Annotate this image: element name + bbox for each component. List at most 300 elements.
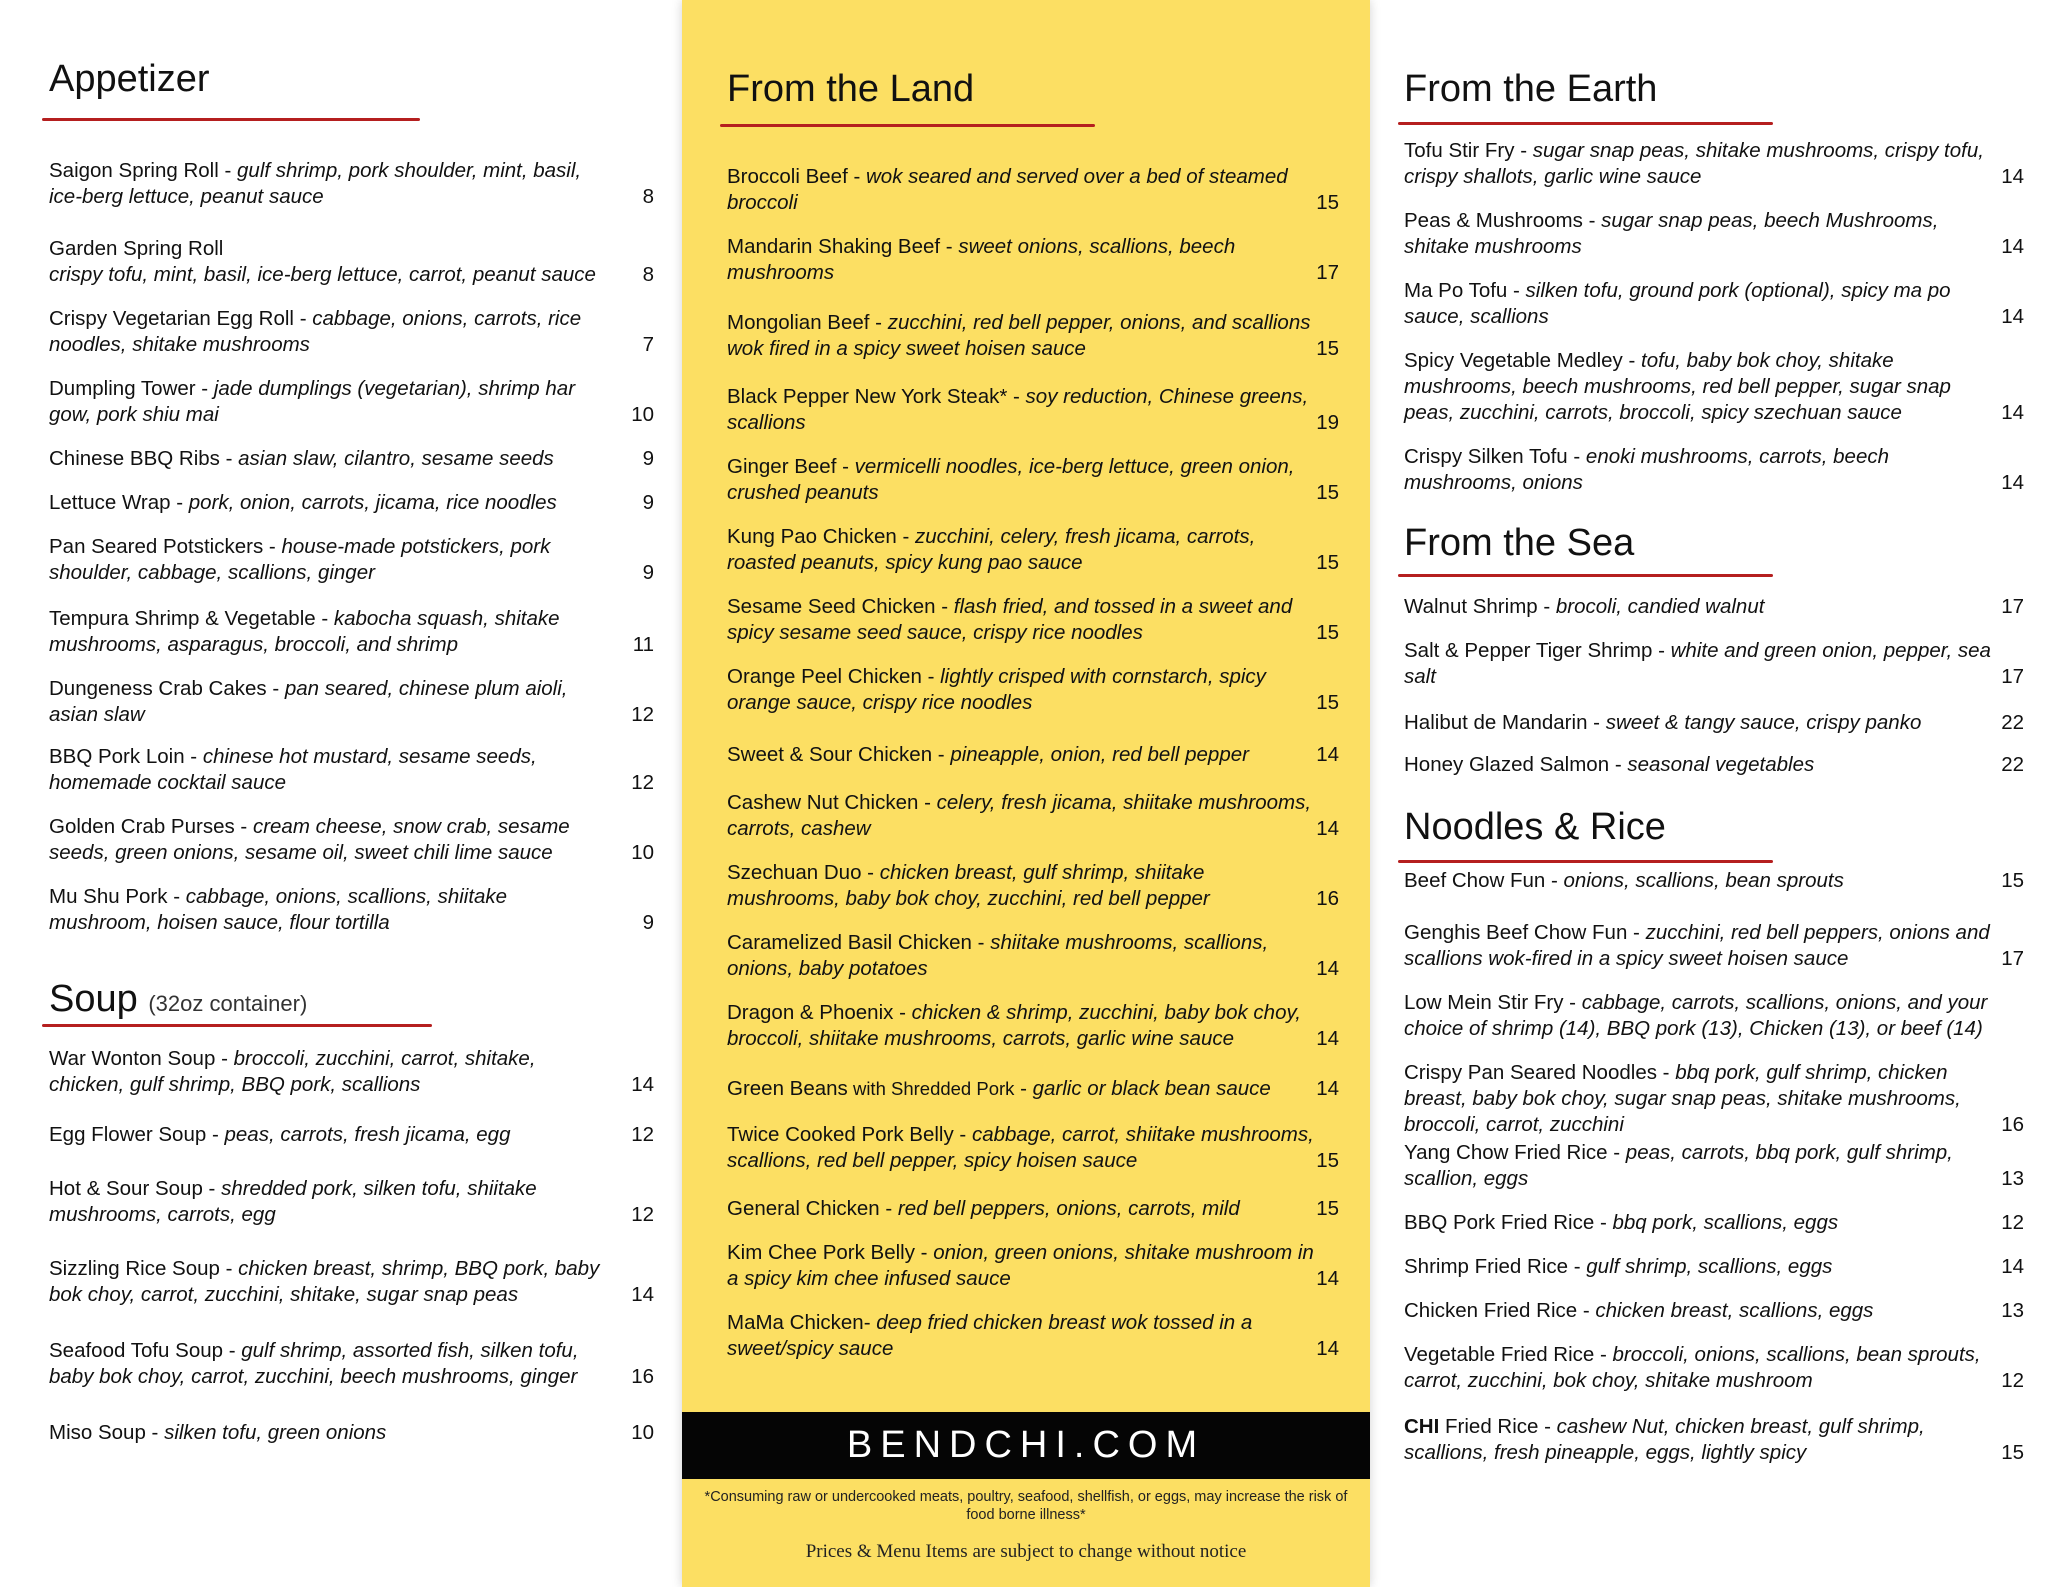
- menu-item-separator: -: [266, 677, 285, 700]
- menu-item-name: Low Mein Stir Fry: [1404, 991, 1564, 1014]
- menu-item-text: [727, 594, 1319, 646]
- menu-item-separator: -: [1609, 753, 1628, 776]
- soup-menu-item: [49, 1256, 654, 1308]
- menu-item-description: enoki mushrooms, carrots, beech mushrooms, onions: [1404, 445, 1889, 494]
- menu-item-price: 15: [1316, 337, 1339, 360]
- sea-menu-item: [1404, 638, 2024, 690]
- soup-subtitle: (32oz container): [148, 991, 308, 1016]
- soup-title: Soup: [49, 978, 138, 1020]
- land-menu-item: [727, 790, 1339, 842]
- menu-item-separator: -: [1656, 1061, 1676, 1084]
- menu-item-separator: -: [869, 311, 888, 334]
- menu-item-price: 19: [1316, 411, 1339, 434]
- menu-item-description: shredded pork, silken tofu, shiitake mushrooms, carrots, egg: [49, 1177, 537, 1226]
- menu-item-separator: -: [215, 1047, 234, 1070]
- middle-column: [682, 0, 1370, 1587]
- menu-item-text: [49, 1338, 614, 1390]
- menu-item-name: Chicken Fried Rice: [1404, 1299, 1578, 1322]
- earth-menu-item: [1404, 444, 2024, 496]
- menu-item-text: [49, 446, 614, 472]
- menu-item-price: 14: [2001, 235, 2024, 258]
- menu-item-name: Dumpling Tower: [49, 377, 196, 400]
- menu-item-separator: -: [940, 235, 959, 258]
- menu-item-text: [49, 534, 614, 586]
- land-menu-item: [727, 310, 1339, 362]
- menu-item-text: [1404, 278, 1994, 330]
- menu-item-price: 11: [632, 633, 654, 656]
- menu-item-text: [727, 860, 1319, 912]
- menu-item-description: cream cheese, snow crab, sesame seeds, green onions, sesame oil, sweet chili lime sauce: [49, 815, 570, 864]
- menu-item-name: Tempura Shrimp & Vegetable: [49, 607, 316, 630]
- menu-item-description: asian slaw, cilantro, sesame seeds: [238, 447, 554, 470]
- menu-item-price: 14: [1316, 743, 1339, 766]
- menu-item-price: 15: [1316, 691, 1339, 714]
- menu-item-description: pork, onion, carrots, jicama, rice noodles: [188, 491, 557, 514]
- menu-item-price: 15: [1316, 1149, 1339, 1172]
- earth-menu-item: [1404, 278, 2024, 330]
- noodles-menu-item: [1404, 920, 2024, 972]
- menu-item-price: 12: [2001, 1211, 2024, 1234]
- noodles-menu-item: [1404, 1140, 2024, 1192]
- menu-item-separator: -: [234, 815, 253, 838]
- menu-item-description: chicken breast, gulf shrimp, shiitake mushrooms, baby bok choy, zucchini, red bell pepper: [727, 861, 1210, 910]
- menu-item-description: gulf shrimp, assorted fish, silken tofu, baby bok choy, carrot, zucchini, beech mushrooms, ginger: [49, 1339, 579, 1388]
- appetizer-menu-item: [49, 884, 654, 936]
- menu-item-name: Saigon Spring Roll: [49, 159, 219, 182]
- menu-item-description: cabbage, carrot, shiitake mushrooms, scallions, red bell pepper, spicy hoisen sauce: [727, 1123, 1314, 1172]
- menu-item-price: 22: [2001, 711, 2024, 734]
- menu-item-name: Twice Cooked Pork Belly: [727, 1123, 954, 1146]
- soup-menu-item: [49, 1122, 654, 1148]
- soup-menu-item: [49, 1046, 654, 1098]
- menu-item-separator: -: [219, 1257, 239, 1280]
- menu-item-separator: -: [971, 931, 991, 954]
- appetizer-heading: Appetizer: [49, 58, 210, 100]
- menu-item-text: [1404, 1210, 1994, 1236]
- menu-item-separator: -: [1568, 1255, 1587, 1278]
- menu-item-price: 17: [2001, 947, 2024, 970]
- menu-item-name: Black Pepper New York Steak*: [727, 385, 1008, 408]
- menu-item-description: white and green onion, pepper, sea salt: [1404, 639, 1991, 688]
- menu-item-price: 15: [2001, 869, 2024, 892]
- menu-item-name: Honey Glazed Salmon: [1404, 753, 1610, 776]
- menu-item-text: [49, 306, 614, 358]
- menu-item-text: [727, 234, 1319, 286]
- menu-item-text: [49, 606, 614, 658]
- menu-item-description: tofu, baby bok choy, shitake mushrooms, beech mushrooms, red bell pepper, sugar snap peas, zucchini, carrots, broccoli, spicy szechuan sauce: [1404, 349, 1951, 424]
- land-menu-item: [727, 524, 1339, 576]
- menu-item-price: 13: [2001, 1299, 2024, 1322]
- menu-item-description: pan seared, chinese plum aioli, asian slaw: [49, 677, 568, 726]
- menu-item-name: Halibut de Mandarin: [1404, 711, 1588, 734]
- menu-item-text: [727, 310, 1319, 362]
- menu-item-separator: -: [861, 861, 880, 884]
- food-safety-disclaimer: *Consuming raw or undercooked meats, poultry, seafood, shellfish, or eggs, may increase the risk of food borne illness*: [704, 1489, 1348, 1523]
- menu-item-separator: -: [294, 307, 313, 330]
- menu-item-description: broccoli, zucchini, carrot, shitake, chicken, gulf shrimp, BBQ pork, scallions: [49, 1047, 536, 1096]
- menu-item-text: [1404, 1414, 1994, 1466]
- menu-item-description: gulf shrimp, scallions, eggs: [1586, 1255, 1833, 1278]
- menu-item-name-extra: with Shredded Pork: [847, 1078, 1015, 1099]
- menu-item-text: [727, 524, 1319, 576]
- menu-item-description: silken tofu, green onions: [164, 1421, 387, 1444]
- menu-item-separator: -: [836, 455, 855, 478]
- menu-item-name: Kung Pao Chicken: [727, 525, 897, 548]
- menu-item-name: Egg Flower Soup: [49, 1123, 207, 1146]
- menu-item-name: Szechuan Duo: [727, 861, 862, 884]
- menu-item-price: 15: [1316, 551, 1339, 574]
- menu-item-price: 16: [2001, 1113, 2024, 1136]
- menu-item-name: Sizzling Rice Soup: [49, 1257, 220, 1280]
- appetizer-menu-item: [49, 676, 654, 728]
- menu-item-price: 14: [2001, 471, 2024, 494]
- menu-item-separator: -: [1537, 595, 1556, 618]
- menu-item-name: Spicy Vegetable Medley: [1404, 349, 1623, 372]
- menu-item-price: 14: [1316, 957, 1339, 980]
- noodles-menu-item: [1404, 1060, 2024, 1138]
- menu-item-text: [727, 164, 1319, 216]
- menu-item-name: Chinese BBQ Ribs: [49, 447, 220, 470]
- land-menu-item: [727, 930, 1339, 982]
- sea-menu-item: [1404, 710, 2024, 736]
- menu-item-name: Hot & Sour Soup: [49, 1177, 203, 1200]
- menu-item-separator: -: [1507, 279, 1526, 302]
- menu-item-name: MaMa Chicken: [727, 1311, 864, 1334]
- menu-item-text: [49, 236, 614, 288]
- menu-item-text: [1404, 208, 1994, 260]
- menu-item-description: soy reduction, Chinese greens, scallions: [727, 385, 1309, 434]
- menu-item-text: [727, 1240, 1319, 1292]
- menu-item-text: [727, 790, 1319, 842]
- noodles-heading: Noodles & Rice: [1404, 806, 1666, 848]
- appetizer-rule: [42, 118, 420, 121]
- menu-item-separator: -: [145, 1421, 165, 1444]
- menu-item-text: [727, 742, 1319, 768]
- menu-item-text: [49, 1176, 614, 1228]
- land-rule: [720, 124, 1095, 127]
- land-menu-item: [727, 1310, 1339, 1362]
- menu-item-name: Yang Chow Fried Rice: [1404, 1141, 1608, 1164]
- menu-item-separator: -: [918, 791, 937, 814]
- menu-item-text: [727, 1000, 1319, 1052]
- menu-item-text: [1404, 1060, 1994, 1138]
- land-menu-item: [727, 1076, 1339, 1102]
- noodles-rule: [1398, 860, 1773, 863]
- menu-item-text: [49, 676, 614, 728]
- menu-item-description: flash fried, and tossed in a sweet and spicy sesame seed sauce, crispy rice noodles: [727, 595, 1293, 644]
- menu-item-description: pineapple, onion, red bell pepper: [950, 743, 1249, 766]
- menu-item-price: 9: [642, 911, 654, 934]
- menu-item-text: [1404, 138, 1994, 190]
- appetizer-menu-item: [49, 158, 654, 210]
- menu-item-name: Green Beans: [727, 1077, 848, 1100]
- menu-item-text: [1404, 594, 1994, 620]
- menu-item-description: lightly crisped with cornstarch, spicy orange sauce, crispy rice noodles: [727, 665, 1266, 714]
- soup-menu-item: [49, 1338, 654, 1390]
- menu-item-text: [49, 744, 614, 796]
- menu-item-name: Crispy Pan Seared Noodles: [1404, 1061, 1657, 1084]
- menu-item-price: 14: [1316, 1027, 1339, 1050]
- menu-item-name: Mandarin Shaking Beef: [727, 235, 941, 258]
- menu-item-name: Fried Rice: [1439, 1415, 1539, 1438]
- land-menu-item: [727, 860, 1339, 912]
- noodles-menu-item: [1404, 990, 2024, 1042]
- menu-item-price: 8: [642, 263, 654, 286]
- menu-item-separator: -: [1627, 921, 1646, 944]
- menu-item-description: crispy tofu, mint, basil, ice-berg lettuce, carrot, peanut sauce: [49, 263, 596, 286]
- menu-item-separator: -: [1577, 1299, 1596, 1322]
- menu-item-name: Pan Seared Potstickers: [49, 535, 264, 558]
- menu-item-name: Peas & Mushrooms: [1404, 209, 1583, 232]
- menu-item-text: [1404, 1298, 1994, 1324]
- menu-item-name: Kim Chee Pork Belly: [727, 1241, 915, 1264]
- menu-item-name: Ma Po Tofu: [1404, 279, 1508, 302]
- menu-item-description: silken tofu, ground pork (optional), spicy ma po sauce, scallions: [1404, 279, 1951, 328]
- menu-item-price: 14: [2001, 1255, 2024, 1278]
- appetizer-menu-item: [49, 814, 654, 866]
- noodles-menu-item: [1404, 1254, 2024, 1280]
- earth-heading: From the Earth: [1404, 68, 1658, 110]
- menu-item-description: chicken breast, shrimp, BBQ pork, baby bok choy, carrot, zucchini, shitake, sugar snap peas: [49, 1257, 600, 1306]
- menu-item-separator: -: [170, 491, 189, 514]
- menu-item-separator: -: [847, 165, 866, 188]
- menu-item-price: 16: [1316, 887, 1339, 910]
- land-menu-item: [727, 594, 1339, 646]
- menu-item-price: 14: [2001, 305, 2024, 328]
- menu-item-name: General Chicken: [727, 1197, 880, 1220]
- menu-item-separator: -: [1514, 139, 1533, 162]
- appetizer-menu-item: [49, 744, 654, 796]
- menu-item-text: [727, 1076, 1319, 1102]
- menu-item-separator: -: [167, 885, 186, 908]
- menu-item-separator: -: [1594, 1211, 1613, 1234]
- menu-item-name: Dungeness Crab Cakes: [49, 677, 267, 700]
- menu-item-description: vermicelli noodles, ice-berg lettuce, green onion, crushed peanuts: [727, 455, 1295, 504]
- menu-item-text: [49, 1420, 614, 1446]
- menu-item-price: 12: [631, 1203, 654, 1226]
- menu-item-separator: -: [932, 743, 951, 766]
- noodles-menu-item: [1404, 1210, 2024, 1236]
- noodles-menu-item: [1404, 1414, 2024, 1466]
- menu-item-name: Genghis Beef Chow Fun: [1404, 921, 1628, 944]
- land-menu-item: [727, 1240, 1339, 1292]
- website-banner[interactable]: BENDCHI.COM: [682, 1412, 1370, 1479]
- menu-item-text: [1404, 710, 1994, 736]
- land-menu-item: [727, 1122, 1339, 1174]
- menu-item-separator: -: [1563, 991, 1582, 1014]
- menu-item-name: Sesame Seed Chicken: [727, 595, 936, 618]
- menu-item-price: 15: [1316, 621, 1339, 644]
- menu-item-name: Golden Crab Purses: [49, 815, 235, 838]
- menu-item-description: gulf shrimp, pork shoulder, mint, basil, ice-berg lettuce, peanut sauce: [49, 159, 582, 208]
- menu-item-price: 14: [631, 1073, 654, 1096]
- menu-item-separator: -: [195, 377, 214, 400]
- appetizer-menu-item: [49, 376, 654, 428]
- menu-item-separator: -: [1622, 349, 1642, 372]
- menu-item-name: Garden Spring Roll: [49, 237, 224, 260]
- menu-item-description: peas, carrots, bbq pork, gulf shrimp, scallion, eggs: [1404, 1141, 1953, 1190]
- menu-item-price: 9: [642, 561, 654, 584]
- menu-item-name: Lettuce Wrap: [49, 491, 171, 514]
- menu-item-price: 8: [642, 185, 654, 208]
- menu-item-separator: -: [1607, 1141, 1626, 1164]
- menu-item-separator: -: [893, 1001, 912, 1024]
- noodles-menu-item: [1404, 868, 2024, 894]
- menu-item-price: 10: [631, 1421, 654, 1444]
- menu-item-text: [1404, 920, 1994, 972]
- menu-item-name: Crispy Silken Tofu: [1404, 445, 1568, 468]
- menu-item-text: [1404, 348, 1994, 426]
- menu-item-description: shiitake mushrooms, scallions, onions, baby potatoes: [727, 931, 1269, 980]
- menu-item-price: 22: [2001, 753, 2024, 776]
- appetizer-menu-item: [49, 446, 654, 472]
- menu-item-separator: -: [315, 607, 334, 630]
- menu-item-name: Orange Peel Chicken: [727, 665, 922, 688]
- soup-heading: [49, 978, 307, 1021]
- menu-item-description: bbq pork, gulf shrimp, chicken breast, baby bok choy, sugar snap peas, shitake mushrooms, broccoli, carrot, zucchini: [1404, 1061, 1961, 1136]
- menu-item-name: Sweet & Sour Chicken: [727, 743, 933, 766]
- earth-menu-item: [1404, 138, 2024, 190]
- menu-item-price: 17: [2001, 595, 2024, 618]
- menu-item-price: 16: [631, 1365, 654, 1388]
- left-column: [0, 0, 682, 1587]
- menu-item-name: Walnut Shrimp: [1404, 595, 1538, 618]
- menu-item-price: 14: [1316, 1267, 1339, 1290]
- menu-item-description: cabbage, onions, carrots, rice noodles, shitake mushrooms: [49, 307, 582, 356]
- menu-item-text: [49, 1256, 614, 1308]
- menu-item-separator: -: [1587, 711, 1606, 734]
- menu-item-text: [727, 1310, 1319, 1362]
- land-heading: From the Land: [727, 68, 975, 110]
- menu-item-separator: -: [914, 1241, 934, 1264]
- menu-item-text: [727, 1122, 1319, 1174]
- menu-item-description: deep fried chicken breast wok tossed in a sweet/spicy sauce: [727, 1311, 1253, 1360]
- menu-item-text: [49, 884, 614, 936]
- menu-item-description: bbq pork, scallions, eggs: [1612, 1211, 1839, 1234]
- land-menu-item: [727, 1000, 1339, 1052]
- menu-item-description: house-made potstickers, pork shoulder, cabbage, scallions, ginger: [49, 535, 551, 584]
- menu-item-price: 14: [631, 1283, 654, 1306]
- land-menu-item: [727, 384, 1339, 436]
- menu-item-text: [727, 384, 1319, 436]
- menu-item-name: Crispy Vegetarian Egg Roll: [49, 307, 294, 330]
- menu-item-description: onions, scallions, bean sprouts: [1563, 869, 1844, 892]
- land-menu-item: [727, 1196, 1339, 1222]
- menu-item-name: Ginger Beef: [727, 455, 837, 478]
- menu-item-description: zucchini, red bell pepper, onions, and scallions wok fired in a spicy sweet hoisen sauce: [727, 311, 1311, 360]
- menu-item-description: celery, fresh jicama, shiitake mushrooms, carrots, cashew: [727, 791, 1312, 840]
- menu-item-description: garlic or black bean sauce: [1032, 1077, 1271, 1100]
- menu-item-name: BBQ Pork Fried Rice: [1404, 1211, 1595, 1234]
- menu-item-separator: -: [921, 665, 941, 688]
- appetizer-menu-item: [49, 490, 654, 516]
- menu-item-text: [1404, 1140, 1994, 1192]
- menu-item-description: chicken breast, scallions, eggs: [1595, 1299, 1874, 1322]
- land-menu-item: [727, 234, 1339, 286]
- menu-item-text: [727, 664, 1319, 716]
- menu-item-name-bold: CHI: [1404, 1415, 1440, 1438]
- land-menu-item: [727, 742, 1339, 768]
- menu-item-separator: -: [219, 447, 239, 470]
- menu-item-name: Salt & Pepper Tiger Shrimp: [1404, 639, 1653, 662]
- land-menu-item: [727, 164, 1339, 216]
- menu-item-name: War Wonton Soup: [49, 1047, 216, 1070]
- menu-item-name: Tofu Stir Fry: [1404, 139, 1515, 162]
- menu-item-price: 15: [1316, 1197, 1339, 1220]
- menu-item-price: 14: [2001, 165, 2024, 188]
- menu-item-name: Beef Chow Fun: [1404, 869, 1546, 892]
- sea-heading: From the Sea: [1404, 522, 1635, 564]
- menu-item-name: Shrimp Fried Rice: [1404, 1255, 1569, 1278]
- menu-item-name: Seafood Tofu Soup: [49, 1339, 224, 1362]
- appetizer-menu-item: [49, 606, 654, 658]
- noodles-menu-item: [1404, 1342, 2024, 1394]
- menu-item-separator: -: [879, 1197, 898, 1220]
- menu-item-separator: -: [1582, 209, 1602, 232]
- menu-item-name: Mu Shu Pork: [49, 885, 168, 908]
- menu-item-price: 14: [1316, 1077, 1339, 1100]
- menu-item-price: 12: [2001, 1369, 2024, 1392]
- earth-menu-item: [1404, 348, 2024, 426]
- menu-item-text: [1404, 1342, 1994, 1394]
- menu-item-separator: -: [1652, 639, 1671, 662]
- menu-item-text: [49, 376, 614, 428]
- menu-item-text: [727, 454, 1319, 506]
- noodles-menu-item: [1404, 1298, 2024, 1324]
- menu-item-separator: -: [184, 745, 203, 768]
- menu-item-description: kabocha squash, shitake mushrooms, asparagus, broccoli, and shrimp: [49, 607, 560, 656]
- soup-rule: [42, 1024, 432, 1027]
- menu-item-price: 17: [1316, 261, 1339, 284]
- menu-item-text: [49, 1122, 614, 1148]
- menu-item-name: Miso Soup: [49, 1421, 146, 1444]
- menu-item-description: sugar snap peas, shitake mushrooms, crispy tofu, crispy shallots, garlic wine sauce: [1404, 139, 1984, 188]
- menu-item-description: seasonal vegetables: [1627, 753, 1815, 776]
- menu-item-separator: -: [1014, 1077, 1033, 1100]
- menu-item-description: cashew Nut, chicken breast, gulf shrimp, scallions, fresh pineapple, eggs, lightly spicy: [1404, 1415, 1925, 1464]
- menu-item-name: Vegetable Fried Rice: [1404, 1343, 1595, 1366]
- menu-item-separator: -: [1007, 385, 1026, 408]
- menu-item-price: 7: [642, 333, 654, 356]
- menu-item-price: 9: [642, 447, 654, 470]
- menu-item-separator: -: [1594, 1343, 1613, 1366]
- menu-item-description: red bell peppers, onions, carrots, mild: [897, 1197, 1240, 1220]
- menu-item-description: sugar snap peas, beech Mushrooms, shitake mushrooms: [1404, 209, 1939, 258]
- soup-menu-item: [49, 1420, 654, 1446]
- menu-item-price: 10: [631, 403, 654, 426]
- menu-item-separator: -: [935, 595, 954, 618]
- menu-item-description: sweet onions, scallions, beech mushrooms: [727, 235, 1236, 284]
- menu-item-description: chinese hot mustard, sesame seeds, homemade cocktail sauce: [49, 745, 537, 794]
- land-menu-item: [727, 454, 1339, 506]
- menu-item-text: [49, 1046, 614, 1098]
- menu-item-name: Dragon & Phoenix: [727, 1001, 894, 1024]
- menu-item-description: peas, carrots, fresh jicama, egg: [224, 1123, 511, 1146]
- menu-item-price: 14: [2001, 401, 2024, 424]
- menu-item-description: zucchini, red bell peppers, onions and scallions wok-fired in a spicy sweet hoisen sauce: [1404, 921, 1990, 970]
- menu-item-description: zucchini, celery, fresh jicama, carrots, roasted peanuts, spicy kung pao sauce: [727, 525, 1256, 574]
- appetizer-menu-item: [49, 534, 654, 586]
- menu-item-separator: -: [896, 525, 916, 548]
- menu-item-separator: -: [263, 535, 282, 558]
- menu-item-text: [1404, 444, 1994, 496]
- menu-item-text: [1404, 752, 1994, 778]
- menu-item-description: broccoli, onions, scallions, bean sprouts, carrot, zucchini, bok choy, shitake mushroom: [1404, 1343, 1981, 1392]
- menu-item-name: Cashew Nut Chicken: [727, 791, 919, 814]
- menu-item-description: brocoli, candied walnut: [1555, 595, 1765, 618]
- menu-item-description: sweet & tangy sauce, crispy panko: [1605, 711, 1922, 734]
- menu-item-price: 17: [2001, 665, 2024, 688]
